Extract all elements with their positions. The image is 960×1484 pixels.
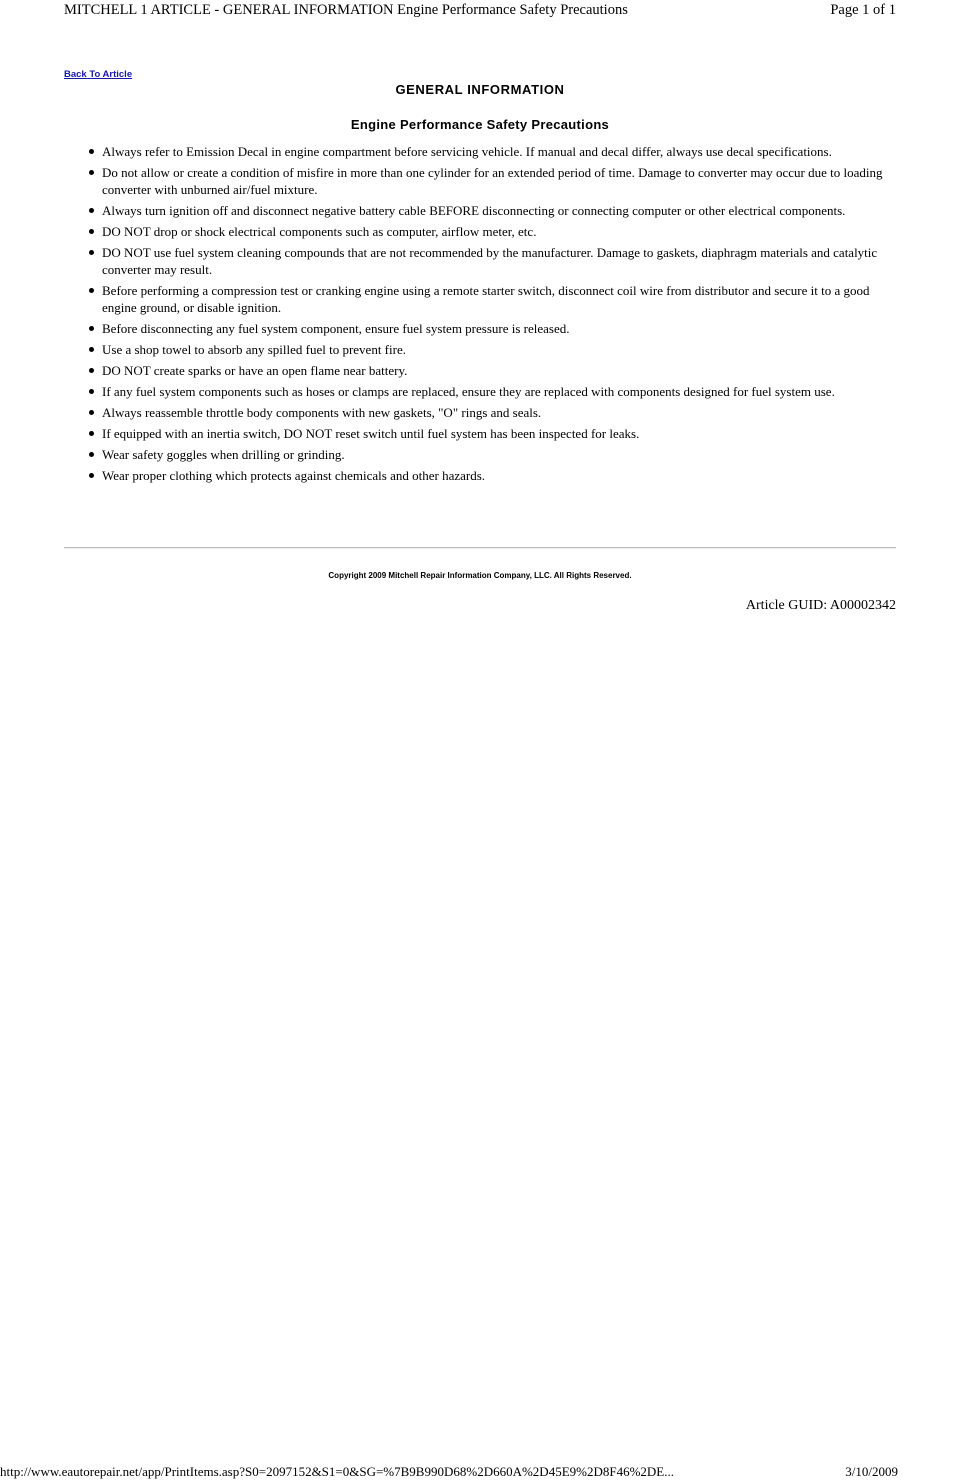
print-header [0, 0, 960, 22]
list-item [64, 425, 896, 442]
bullet-icon [89, 208, 94, 213]
list-item [64, 164, 896, 198]
list-item-text: Before disconnecting any fuel system component, ensure fuel system pressure is released. [102, 321, 570, 336]
list-item [64, 341, 896, 358]
list-item-text: Use a shop towel to absorb any spilled fuel to prevent fire. [102, 342, 406, 357]
list-item [64, 362, 896, 379]
list-item-text: If equipped with an inertia switch, DO NOT reset switch until fuel system has been inspected for leaks. [102, 426, 640, 441]
precautions-list [64, 143, 896, 488]
list-item-text: Always turn ignition off and disconnect negative battery cable BEFORE disconnecting or connecting computer or other electrical components. [102, 203, 846, 218]
page-number: Page 1 of 1 [830, 2, 896, 18]
bullet-icon [89, 368, 94, 373]
print-header-title: MITCHELL 1 ARTICLE - GENERAL INFORMATION Engine Performance Safety Precautions [64, 2, 628, 18]
bullet-icon [89, 347, 94, 352]
list-item-text: Always refer to Emission Decal in engine compartment before servicing vehicle. If manual and decal differ, always use decal specifications. [102, 144, 832, 159]
bullet-icon [89, 473, 94, 478]
bullet-icon [89, 389, 94, 394]
bullet-icon [89, 410, 94, 415]
list-item-text: Wear safety goggles when drilling or grinding. [102, 447, 345, 462]
list-item [64, 446, 896, 463]
list-item-text: Always reassemble throttle body components with new gaskets, "O" rings and seals. [102, 405, 542, 420]
section-title: Engine Performance Safety Precautions [350, 117, 610, 132]
list-item [64, 202, 896, 219]
list-item-text: Do not allow or create a condition of misfire in more than one cylinder for an extended period of time. Damage to converter may occur due to loading converter with unburned air/fuel mixture. [102, 165, 883, 197]
copyright-notice: Copyright 2009 Mitchell Repair Information Company, LLC. All Rights Reserved. [328, 571, 632, 580]
list-item-text: DO NOT drop or shock electrical components such as computer, airflow meter, etc. [102, 224, 537, 239]
list-item [64, 383, 896, 400]
bullet-icon [89, 452, 94, 457]
list-item-text: If any fuel system components such as hoses or clamps are replaced, ensure they are replaced with components designed for fuel system use. [102, 384, 835, 399]
list-item-text: DO NOT use fuel system cleaning compounds that are not recommended by the manufacturer. Damage to gaskets, diaphragm materials and catalytic converter may result. [102, 245, 878, 277]
back-to-article-link[interactable]: Back To Article [64, 69, 133, 80]
print-footer-url: http://www.eautorepair.net/app/PrintItems.asp?S0=2097152&S1=0&SG=%7B9B990D68%2D660A%2D45E9%2D8F46%2DE... [0, 1464, 674, 1479]
bullet-icon [89, 229, 94, 234]
list-item [64, 143, 896, 160]
list-item [64, 320, 896, 337]
list-item-text: Wear proper clothing which protects against chemicals and other hazards. [102, 468, 486, 483]
print-footer [0, 1462, 960, 1484]
page-title: GENERAL INFORMATION [395, 82, 565, 97]
print-footer-date: 3/10/2009 [845, 1464, 898, 1479]
list-item [64, 404, 896, 421]
list-item [64, 467, 896, 484]
list-item [64, 223, 896, 240]
list-item [64, 282, 896, 316]
article-guid: Article GUID: A00002342 [745, 598, 896, 613]
list-item [64, 244, 896, 278]
bullet-icon [89, 170, 94, 175]
bullet-icon [89, 288, 94, 293]
list-item-text: DO NOT create sparks or have an open flame near battery. [102, 363, 408, 378]
bullet-icon [89, 149, 94, 154]
bullet-icon [89, 431, 94, 436]
bullet-icon [89, 326, 94, 331]
list-item-text: Before performing a compression test or cranking engine using a remote starter switch, disconnect coil wire from distributor and secure it to a good engine ground, or disable ignition. [102, 283, 870, 315]
bullet-icon [89, 250, 94, 255]
divider [64, 547, 896, 549]
